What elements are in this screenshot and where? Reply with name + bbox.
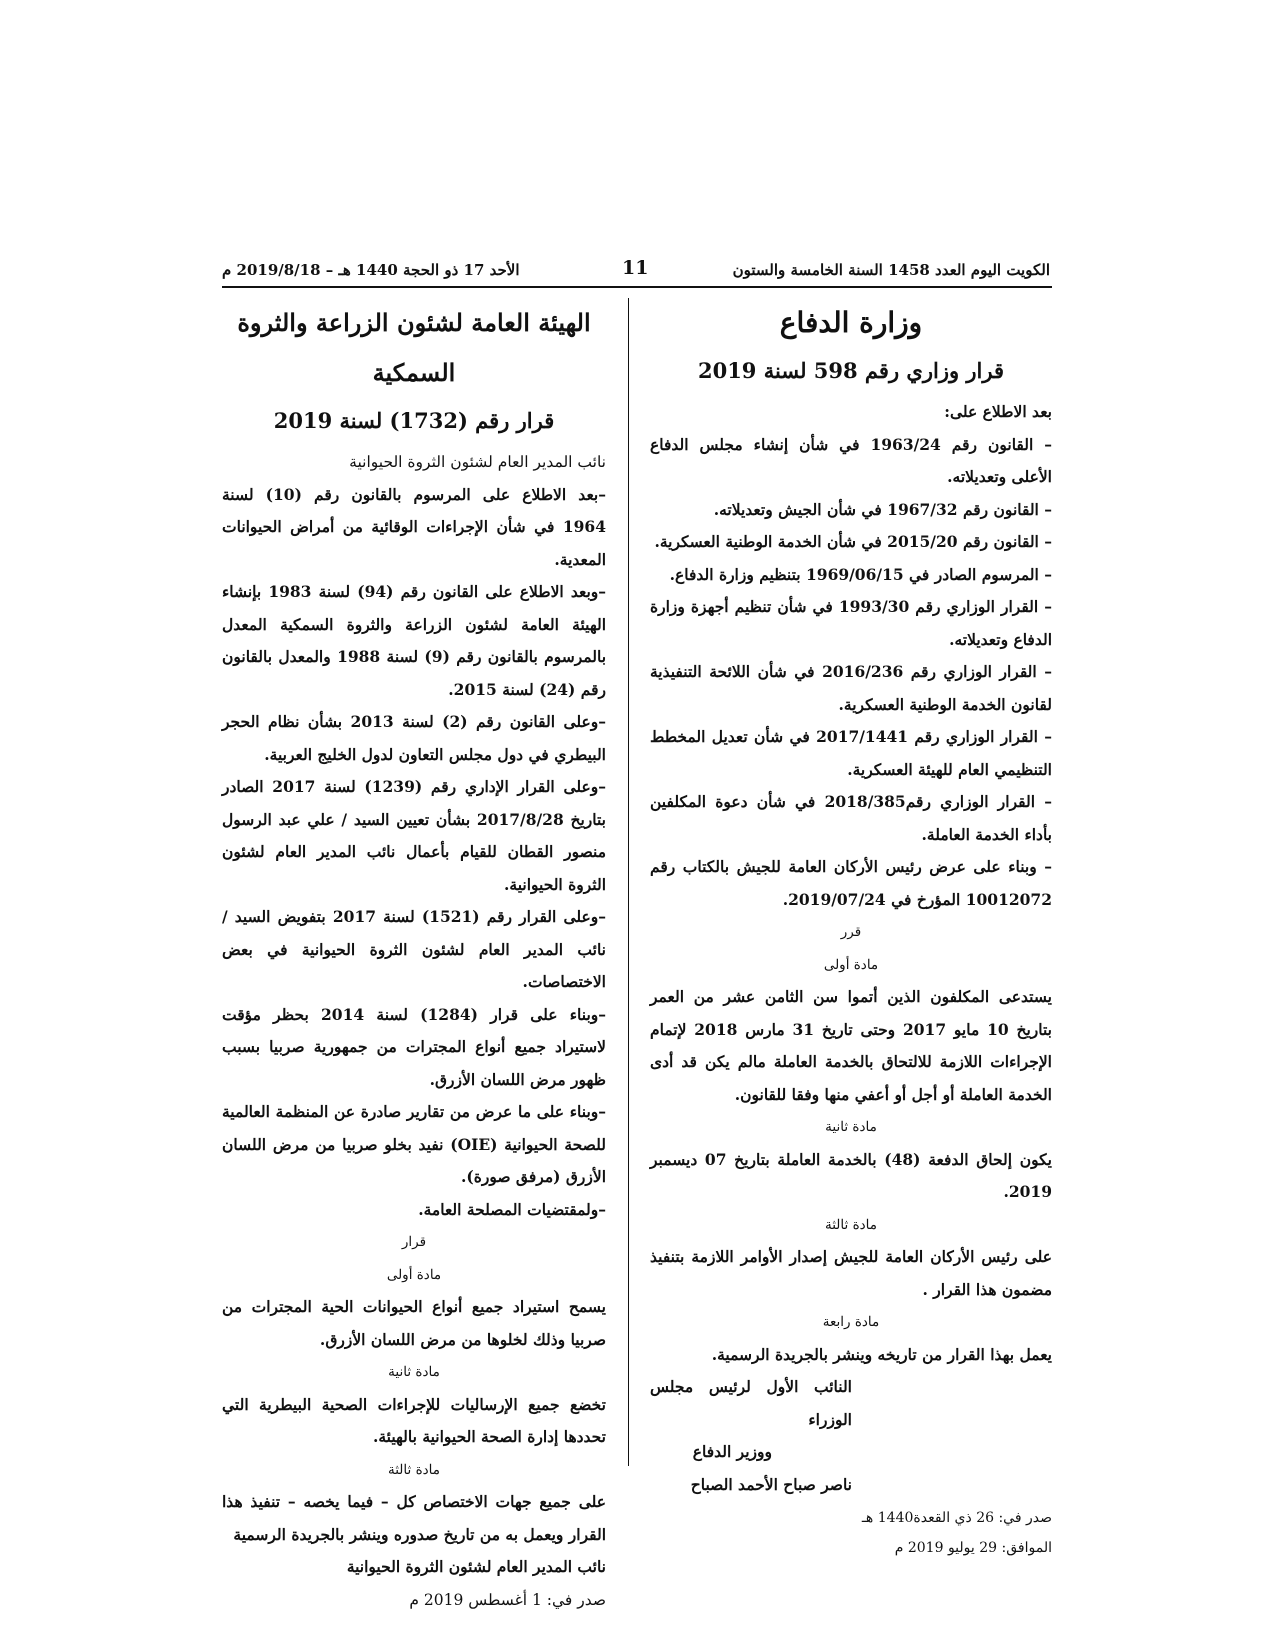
issue-date-hijri: صدر في: 26 ذي القعدة1440 هـ xyxy=(861,1510,1052,1526)
signature-line: النائب الأول لرئيس مجلس الوزراء xyxy=(650,1377,852,1429)
preamble-line: –وبناء على قرار (1284) لسنة 2014 بحظر مؤقت لاستيراد جميع أنواع المجترات من جمهورية صربيا بسبب ظهور مرض اللسان الأزرق. xyxy=(222,1004,606,1089)
signature-line: ووزير الدفاع xyxy=(692,1442,772,1461)
preamble-line: –ولمقتضيات المصلحة العامة. xyxy=(418,1199,606,1219)
article-text: تخضع جميع الإرساليات للإجراءات الصحية البيطرية التي تحددها إدارة الصحة الحيوانية بالهيئة. xyxy=(222,1394,606,1446)
section-title-agriculture: الهيئة العامة لشئون الزراعة والثروة السمكية xyxy=(237,308,591,387)
issue-date-gregorian: الموافق: 29 يوليو 2019 م xyxy=(894,1540,1052,1556)
signature-line: ناصر صباح الأحمد الصباح xyxy=(690,1474,852,1494)
preamble-line: –وعلى القرار الإداري رقم (1239) لسنة 2017 الصادر بتاريخ 2017/8/28 بشأن تعيين السيد / علي عبد الرسول منصور القطان للقيام بأعمال نائب المدير العام لشئون الثروة الحيوانية. xyxy=(222,777,606,894)
article-heading: مادة رابعة xyxy=(822,1314,880,1330)
preamble-line: – وبناء على عرض رئيس الأركان العامة للجيش بالكتاب رقم 10012072 المؤرخ في 2019/07/24. xyxy=(650,857,1052,909)
article-heading: مادة ثانية xyxy=(825,1119,877,1135)
article-text: على رئيس الأركان العامة للجيش إصدار الأوامر اللازمة بتنفيذ مضمون هذا القرار . xyxy=(650,1247,1052,1299)
issue-dates xyxy=(650,1503,1052,1563)
article-heading: مادة أولى xyxy=(386,1266,442,1283)
decided-heading: قرر xyxy=(840,924,862,940)
preamble-line: – القانون رقم 2015/20 في شأن الخدمة الوطنية العسكرية. xyxy=(654,532,1052,551)
preamble-line: –وعلى القانون رقم (2) لسنة 2013 بشأن نظام الحجر البيطري في دول مجلس التعاون لدول الخليج العربية. xyxy=(222,712,606,764)
preamble-line: – القرار الوزاري رقم 2016/236 في شأن اللائحة التنفيذية لقانون الخدمة الوطنية العسكرية. xyxy=(650,662,1052,714)
page-header xyxy=(222,257,1050,285)
preamble-line: – القرار الوزاري رقم 2017/1441 في شأن تعديل المخطط التنظيمي العام للهيئة العسكرية. xyxy=(650,727,1052,779)
preamble-line: بعد الاطلاع على: xyxy=(944,402,1052,421)
article-text: على جميع جهات الاختصاص كل – فيما يخصه – تنفيذ هذا القرار ويعمل به من تاريخ صدوره وينشر بالجريدة الرسمية xyxy=(222,1492,606,1544)
preamble-line: – القرار الوزاري رقم2018/385 في شأن دعوة المكلفين بأداء الخدمة العاملة. xyxy=(650,792,1052,844)
preamble-line: –وبناء على ما عرض من تقارير صادرة عن المنظمة العالمية للصحة الحيوانية (OIE) نفيد بخلو صربيا من مرض اللسان الأزرق (مرفق صورة). xyxy=(222,1102,606,1186)
column-divider xyxy=(628,298,629,1466)
header-issue-info: الكويت اليوم العدد 1458 السنة الخامسة والستون xyxy=(732,261,1050,279)
article-heading: مادة ثالثة xyxy=(824,1216,878,1233)
preamble-line: – القرار الوزاري رقم 1993/30 في شأن تنظيم أجهزة وزارة الدفاع وتعديلاته. xyxy=(650,597,1052,649)
preamble-line: –بعد الاطلاع على المرسوم بالقانون رقم (10) لسنة 1964 في شأن الإجراءات الوقائية من أمراض الحيوانات المعدية. xyxy=(222,484,606,569)
preamble-line: نائب المدير العام لشئون الثروة الحيوانية xyxy=(349,453,606,471)
article-heading: مادة ثانية xyxy=(388,1364,440,1380)
issue-date: صدر في: 1 أغسطس 2019 م xyxy=(409,1590,606,1609)
article-text: يكون إلحاق الدفعة (48) بالخدمة العاملة بتاريخ 07 ديسمبر 2019. xyxy=(650,1149,1052,1201)
article-heading: مادة أولى xyxy=(823,956,879,973)
decided-heading: قرار xyxy=(401,1234,427,1250)
article-text: يعمل بهذا القرار من تاريخه وينشر بالجريدة الرسمية. xyxy=(711,1344,1052,1364)
preamble-line: – القانون رقم 1963/24 في شأن إنشاء مجلس الدفاع الأعلى وتعديلاته. xyxy=(650,434,1053,486)
section-title-defense: وزارة الدفاع xyxy=(779,306,923,339)
preamble-line: – المرسوم الصادر في 1969/06/15 بتنظيم وزارة الدفاع. xyxy=(669,564,1052,584)
decree-number-1732: قرار رقم (1732) لسنة 2019 xyxy=(273,408,555,433)
signature-block xyxy=(650,1371,852,1501)
signature-line: نائب المدير العام لشئون الثروة الحيوانية xyxy=(346,1557,606,1576)
preamble-line: –وعلى القرار رقم (1521) لسنة 2017 بتفويض السيد / نائب المدير العام لشئون الثروة الحيوانية في بعض الاختصاصات. xyxy=(222,907,606,991)
article-text: يستدعى المكلفون الذين أتموا سن الثامن عشر من العمر بتاريخ 10 مايو 2017 وحتى تاريخ 31 مارس 2018 لإتمام الإجراءات اللازمة للالتحاق بالخدمة العاملة مالم يكن قد أدى الخدمة العاملة أو أجل أو أعفي منها وفقا للقانون. xyxy=(650,987,1052,1104)
decree-number-598: قرار وزاري رقم 598 لسنة 2019 xyxy=(697,358,1005,383)
header-date: الأحد 17 ذو الحجة 1440 هـ – 2019/8/18 م xyxy=(222,261,520,279)
header-divider xyxy=(222,286,1052,288)
preamble-line: – القانون رقم 1967/32 في شأن الجيش وتعديلاته. xyxy=(713,499,1052,519)
preamble-line: –وبعد الاطلاع على القانون رقم (94) لسنة 1983 بإنشاء الهيئة العامة لشئون الزراعة والثروة السمكية المعدل بالمرسوم بالقانون رقم (9) لسنة 1988 والمعدل بالقانون رقم (24) لسنة 2015. xyxy=(222,582,607,699)
defense-decree-column xyxy=(650,292,1052,1563)
agriculture-decree-column xyxy=(222,292,606,1616)
article-text: يسمح استيراد جميع أنواع الحيوانات الحية المجترات من صربيا وذلك لخلوها من مرض اللسان الأزرق. xyxy=(222,1297,606,1349)
article-heading: مادة ثالثة xyxy=(387,1461,441,1478)
page-number: 11 xyxy=(622,257,649,279)
